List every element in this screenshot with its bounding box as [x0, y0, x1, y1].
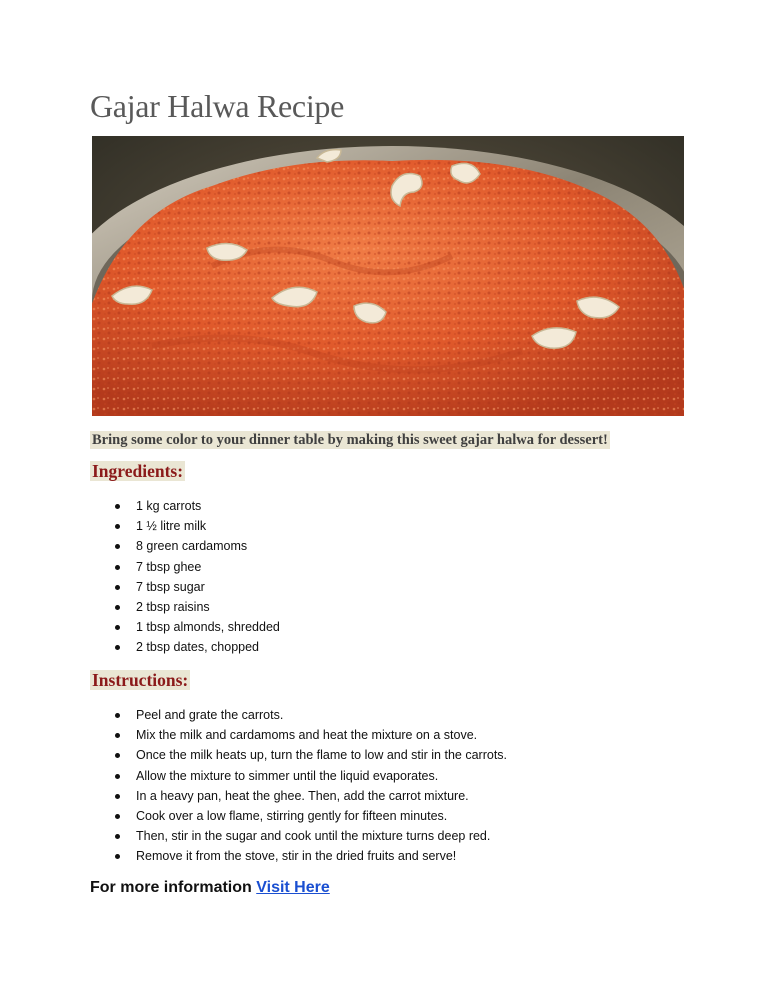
- bullet-icon: [115, 774, 120, 779]
- ingredients-heading: Ingredients:: [92, 461, 184, 481]
- bullet-icon: [115, 733, 120, 738]
- bullet-icon: [115, 585, 120, 590]
- bullet-icon: [115, 565, 120, 570]
- instructions-heading: Instructions:: [92, 670, 189, 690]
- list-item: Mix the milk and cardamoms and heat the mixture on a stove.: [0, 725, 507, 745]
- recipe-photo: [92, 136, 684, 416]
- list-item: Remove it from the stove, stir in the dried fruits and serve!: [0, 846, 507, 866]
- list-item: In a heavy pan, heat the ghee. Then, add the carrot mixture.: [0, 786, 507, 806]
- bullet-icon: [115, 814, 120, 819]
- bullet-icon: [115, 524, 120, 529]
- bullet-icon: [115, 504, 120, 509]
- bullet-icon: [115, 625, 120, 630]
- list-item: 1 tbsp almonds, shredded: [0, 617, 280, 637]
- list-item: 2 tbsp dates, chopped: [0, 637, 280, 657]
- list-item: 7 tbsp ghee: [0, 557, 280, 577]
- more-info-line: [90, 879, 330, 897]
- bullet-icon: [115, 605, 120, 610]
- ingredients-list: [0, 496, 280, 658]
- list-item: Cook over a low flame, stirring gently for fifteen minutes.: [0, 806, 507, 826]
- list-item: 8 green cardamoms: [0, 536, 280, 556]
- list-item: Once the milk heats up, turn the flame to low and stir in the carrots.: [0, 745, 507, 765]
- bullet-icon: [115, 753, 120, 758]
- list-item: 1 ½ litre milk: [0, 516, 280, 536]
- visit-here-link[interactable]: Visit Here: [256, 879, 330, 896]
- more-info-text: For more information: [90, 879, 257, 896]
- bullet-icon: [115, 834, 120, 839]
- list-item: Then, stir in the sugar and cook until the mixture turns deep red.: [0, 826, 507, 846]
- recipe-tagline: Bring some color to your dinner table by making this sweet gajar halwa for dessert!: [92, 432, 608, 448]
- page-title: Gajar Halwa Recipe: [90, 88, 345, 124]
- bullet-icon: [115, 713, 120, 718]
- instructions-list: [0, 705, 507, 867]
- list-item: Allow the mixture to simmer until the liquid evaporates.: [0, 766, 507, 786]
- bullet-icon: [115, 544, 120, 549]
- bullet-icon: [115, 645, 120, 650]
- list-item: Peel and grate the carrots.: [0, 705, 507, 725]
- list-item: 2 tbsp raisins: [0, 597, 280, 617]
- bullet-icon: [115, 854, 120, 859]
- list-item: 1 kg carrots: [0, 496, 280, 516]
- bullet-icon: [115, 794, 120, 799]
- list-item: 7 tbsp sugar: [0, 577, 280, 597]
